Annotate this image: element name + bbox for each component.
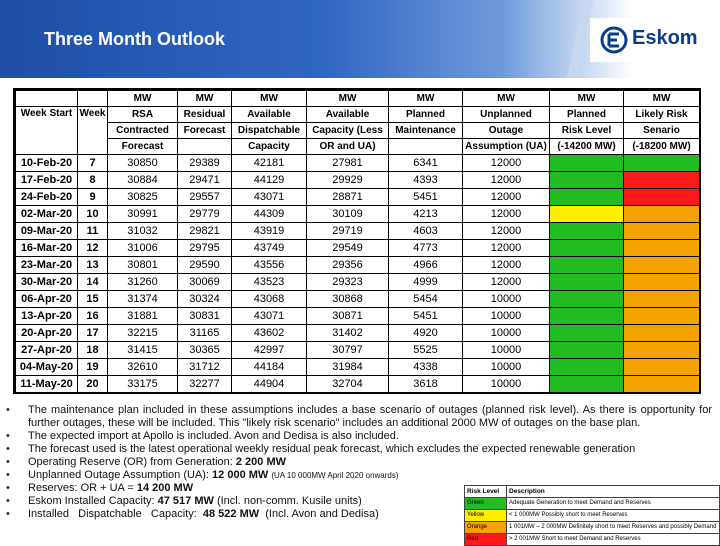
planned-risk-cell [550, 223, 624, 240]
list-item [6, 430, 712, 443]
value-cell: 4393 [389, 172, 463, 189]
value-cell: 29719 [307, 223, 389, 240]
value-cell: 4603 [389, 223, 463, 240]
week-cell: 13 [78, 257, 108, 274]
column-header: Unplanned [463, 107, 550, 123]
planned-risk-cell [550, 189, 624, 206]
value-cell: 12000 [463, 240, 550, 257]
date-cell: 20-Apr-20 [16, 325, 78, 342]
likely-risk-cell [624, 325, 700, 342]
likely-risk-cell [624, 376, 700, 393]
value-cell: 10000 [463, 291, 550, 308]
value-cell: 29549 [307, 240, 389, 257]
value-cell: 31984 [307, 359, 389, 376]
value-cell: 30850 [108, 155, 178, 172]
table-row [16, 223, 700, 240]
value-cell: 32704 [307, 376, 389, 393]
value-cell: 30069 [178, 274, 232, 291]
likely-risk-cell [624, 223, 700, 240]
value-cell: 29323 [307, 274, 389, 291]
week-cell: 15 [78, 291, 108, 308]
likely-risk-cell [624, 189, 700, 206]
week-cell: 8 [78, 172, 108, 189]
table-row [16, 206, 700, 223]
week-cell: 17 [78, 325, 108, 342]
planned-risk-cell [550, 274, 624, 291]
bullet-icon: • [6, 469, 10, 481]
column-header: Senario [624, 123, 700, 139]
date-cell: 17-Feb-20 [16, 172, 78, 189]
value-cell: 32610 [108, 359, 178, 376]
value-cell: 32277 [178, 376, 232, 393]
value-cell: 30365 [178, 342, 232, 359]
column-header: Available [307, 107, 389, 123]
unit-cell [78, 91, 108, 107]
value-cell: 4338 [389, 359, 463, 376]
value-cell: 4966 [389, 257, 463, 274]
value-cell: 43523 [232, 274, 307, 291]
value-cell: 43068 [232, 291, 307, 308]
value-cell: 30871 [307, 308, 389, 325]
column-header: OR and UA) [307, 139, 389, 155]
dispatch-value: 48 522 MW [202, 508, 260, 520]
column-header: Likely Risk [624, 107, 700, 123]
table-row [16, 376, 700, 393]
table-row [16, 308, 700, 325]
column-header: Planned [550, 107, 624, 123]
likely-risk-cell [624, 274, 700, 291]
value-cell: 30825 [108, 189, 178, 206]
likely-risk-cell [624, 172, 700, 189]
installed-note: (Incl. non-comm. Kusile units) [216, 495, 362, 507]
value-cell: 27981 [307, 155, 389, 172]
value-cell: 10000 [463, 376, 550, 393]
date-cell: 27-Apr-20 [16, 342, 78, 359]
planned-risk-cell [550, 240, 624, 257]
column-header: Residual [178, 107, 232, 123]
ua-note: (UA 10 000MW April 2020 onwards) [271, 471, 399, 480]
value-cell: 6341 [389, 155, 463, 172]
ua-value: 12 000 MW [212, 469, 269, 481]
value-cell: 29471 [178, 172, 232, 189]
value-cell: 43071 [232, 308, 307, 325]
table-row [16, 240, 700, 257]
planned-risk-cell [550, 257, 624, 274]
dispatch-note: (Incl. Avon and Dedisa) [265, 508, 379, 520]
week-cell: 14 [78, 274, 108, 291]
planned-risk-cell [550, 376, 624, 393]
table-row [16, 172, 700, 189]
date-cell: 11-May-20 [16, 376, 78, 393]
value-cell: 31165 [178, 325, 232, 342]
planned-risk-cell [550, 359, 624, 376]
likely-risk-cell [624, 155, 700, 172]
header-row [16, 123, 700, 139]
value-cell: 32215 [108, 325, 178, 342]
value-cell: 12000 [463, 172, 550, 189]
bullet-text [28, 469, 712, 482]
eskom-logo-icon [600, 26, 628, 54]
legend-header-cell: Description [507, 486, 720, 498]
value-cell: 29929 [307, 172, 389, 189]
date-cell: 16-Mar-20 [16, 240, 78, 257]
value-cell: 30991 [108, 206, 178, 223]
value-cell: 33175 [108, 376, 178, 393]
value-cell: 43749 [232, 240, 307, 257]
column-header: Maintenance [389, 123, 463, 139]
table-row [16, 257, 700, 274]
value-cell: 30324 [178, 291, 232, 308]
legend-level: Orange [465, 522, 507, 534]
column-header: Week Start [16, 107, 78, 155]
column-header: Forecast [178, 123, 232, 139]
list-item [6, 469, 712, 482]
likely-risk-cell [624, 240, 700, 257]
value-cell: 30868 [307, 291, 389, 308]
unit-cell [16, 91, 78, 107]
column-header: Risk Level [550, 123, 624, 139]
risk-level-legend [464, 485, 720, 546]
value-cell: 10000 [463, 359, 550, 376]
ua-label: Unplanned Outage Assumption (UA): [28, 469, 213, 481]
value-cell: 43071 [232, 189, 307, 206]
header-row [16, 107, 700, 123]
column-header: (-14200 MW) [550, 139, 624, 155]
value-cell: 12000 [463, 223, 550, 240]
value-cell: 5451 [389, 189, 463, 206]
bullet-icon: • [6, 482, 10, 494]
eskom-logo [590, 18, 712, 62]
value-cell: 42181 [232, 155, 307, 172]
table-row [16, 325, 700, 342]
bullet-icon: • [6, 495, 10, 507]
planned-risk-cell [550, 308, 624, 325]
value-cell: 42997 [232, 342, 307, 359]
date-cell: 10-Feb-20 [16, 155, 78, 172]
week-cell: 12 [78, 240, 108, 257]
planned-risk-cell [550, 342, 624, 359]
likely-risk-cell [624, 206, 700, 223]
planned-risk-cell [550, 155, 624, 172]
reserves-label: Reserves: OR + UA = [28, 482, 137, 494]
value-cell: 31712 [178, 359, 232, 376]
date-cell: 04-May-20 [16, 359, 78, 376]
planned-risk-cell [550, 206, 624, 223]
value-cell: 3618 [389, 376, 463, 393]
table-row [16, 359, 700, 376]
column-header: Planned [389, 107, 463, 123]
table-row [16, 274, 700, 291]
bullet-text: The maintenance plan included in these assumptions includes a base scenario of outages (planned risk level). As there is opportunity for further outages, these will be included. This "likely risk scenario" includes an additional 2000 MW of outages on the base plan. [28, 404, 712, 429]
outlook-table-grid [15, 90, 700, 393]
unit-cell: MW [463, 91, 550, 107]
legend-level: Red [465, 534, 507, 546]
installed-value: 47 517 MW [157, 495, 214, 507]
value-cell: 31881 [108, 308, 178, 325]
value-cell: 5451 [389, 308, 463, 325]
unit-cell: MW [307, 91, 389, 107]
column-header: Capacity [232, 139, 307, 155]
bullet-text: The expected import at Apollo is included. Avon and Dedisa is also included. [28, 430, 399, 442]
outlook-table [13, 88, 701, 394]
list-item [6, 404, 712, 430]
slide-header [0, 0, 720, 78]
week-cell: 16 [78, 308, 108, 325]
value-cell: 44129 [232, 172, 307, 189]
header-row [16, 139, 700, 155]
value-cell: 12000 [463, 257, 550, 274]
week-cell: 9 [78, 189, 108, 206]
list-item [6, 456, 712, 469]
column-header: Capacity (Less [307, 123, 389, 139]
value-cell: 31374 [108, 291, 178, 308]
legend-level: Yellow [465, 510, 507, 522]
date-cell: 24-Feb-20 [16, 189, 78, 206]
legend-description: > 2 001MW Short to meet Demand and Reserves [507, 534, 720, 546]
value-cell: 30797 [307, 342, 389, 359]
legend-description: 1 001MW – 2 000MW Definitely short to meet Reserves and possibly Demand [507, 522, 720, 534]
legend-header [465, 486, 720, 498]
or-label: Operating Reserve (OR) from Generation: [28, 456, 236, 468]
value-cell: 31032 [108, 223, 178, 240]
value-cell: 10000 [463, 308, 550, 325]
date-cell: 06-Apr-20 [16, 291, 78, 308]
date-cell: 13-Apr-20 [16, 308, 78, 325]
unit-cell: MW [550, 91, 624, 107]
legend-row [465, 522, 720, 534]
week-cell: 18 [78, 342, 108, 359]
value-cell: 4920 [389, 325, 463, 342]
week-cell: 19 [78, 359, 108, 376]
legend-row [465, 510, 720, 522]
column-header: Assumption (UA) [463, 139, 550, 155]
value-cell: 30109 [307, 206, 389, 223]
logo-text: Eskom [632, 27, 698, 49]
value-cell: 28871 [307, 189, 389, 206]
date-cell: 02-Mar-20 [16, 206, 78, 223]
value-cell: 4213 [389, 206, 463, 223]
value-cell: 29356 [307, 257, 389, 274]
value-cell: 31006 [108, 240, 178, 257]
value-cell: 31402 [307, 325, 389, 342]
page-title: Three Month Outlook [44, 29, 225, 49]
legend-header-cell: Risk Level [465, 486, 507, 498]
list-item [6, 443, 712, 456]
value-cell: 12000 [463, 189, 550, 206]
bullet-icon: • [6, 508, 10, 520]
date-cell: 23-Mar-20 [16, 257, 78, 274]
value-cell: 4999 [389, 274, 463, 291]
column-header: Contracted [108, 123, 178, 139]
value-cell: 30801 [108, 257, 178, 274]
column-header [178, 139, 232, 155]
bullet-icon: • [6, 456, 10, 468]
value-cell: 29779 [178, 206, 232, 223]
value-cell: 30884 [108, 172, 178, 189]
value-cell: 29389 [178, 155, 232, 172]
bullet-icon: • [6, 404, 10, 416]
value-cell: 44904 [232, 376, 307, 393]
week-cell: 7 [78, 155, 108, 172]
value-cell: 43919 [232, 223, 307, 240]
column-header: Available [232, 107, 307, 123]
value-cell: 29821 [178, 223, 232, 240]
planned-risk-cell [550, 325, 624, 342]
table-row [16, 155, 700, 172]
planned-risk-cell [550, 291, 624, 308]
column-header: Outage [463, 123, 550, 139]
value-cell: 43556 [232, 257, 307, 274]
unit-cell: MW [108, 91, 178, 107]
bullet-text: The forecast used is the latest operational weekly residual peak forecast, which excludes the expected renewable generation [28, 443, 636, 455]
week-cell: 11 [78, 223, 108, 240]
value-cell: 5525 [389, 342, 463, 359]
value-cell: 31415 [108, 342, 178, 359]
value-cell: 12000 [463, 274, 550, 291]
column-header [389, 139, 463, 155]
week-cell: 10 [78, 206, 108, 223]
bullet-icon: • [6, 443, 10, 455]
bullet-icon: • [6, 430, 10, 442]
column-header: (-18200 MW) [624, 139, 700, 155]
value-cell: 29557 [178, 189, 232, 206]
dispatch-label: Installed Dispatchable Capacity: [28, 508, 203, 520]
legend-description: < 1 000MW Possibly short to meet Reserves [507, 510, 720, 522]
planned-risk-cell [550, 172, 624, 189]
value-cell: 5454 [389, 291, 463, 308]
bullet-text [28, 456, 712, 469]
table-row [16, 189, 700, 206]
value-cell: 29590 [178, 257, 232, 274]
likely-risk-cell [624, 308, 700, 325]
or-value: 2 200 MW [235, 456, 286, 468]
legend-row [465, 498, 720, 510]
unit-cell: MW [232, 91, 307, 107]
value-cell: 29795 [178, 240, 232, 257]
week-cell: 20 [78, 376, 108, 393]
value-cell: 10000 [463, 325, 550, 342]
table-row [16, 342, 700, 359]
value-cell: 31260 [108, 274, 178, 291]
unit-cell: MW [389, 91, 463, 107]
likely-risk-cell [624, 359, 700, 376]
likely-risk-cell [624, 257, 700, 274]
date-cell: 30-Mar-20 [16, 274, 78, 291]
legend-level: Green [465, 498, 507, 510]
likely-risk-cell [624, 342, 700, 359]
column-header: Forecast [108, 139, 178, 155]
date-cell: 09-Mar-20 [16, 223, 78, 240]
value-cell: 30831 [178, 308, 232, 325]
value-cell: 4773 [389, 240, 463, 257]
unit-cell: MW [624, 91, 700, 107]
value-cell: 44309 [232, 206, 307, 223]
column-header: RSA [108, 107, 178, 123]
units-row [16, 91, 700, 107]
installed-label: Eskom Installed Capacity: [28, 495, 158, 507]
column-header: Week [78, 107, 108, 155]
value-cell: 43602 [232, 325, 307, 342]
value-cell: 44184 [232, 359, 307, 376]
unit-cell: MW [178, 91, 232, 107]
likely-risk-cell [624, 291, 700, 308]
table-row [16, 291, 700, 308]
column-header: Dispatchable [232, 123, 307, 139]
value-cell: 10000 [463, 342, 550, 359]
value-cell: 12000 [463, 206, 550, 223]
value-cell: 12000 [463, 155, 550, 172]
reserves-value: 14 200 MW [136, 482, 194, 494]
legend-description: Adequate Generation to meet Demand and Reserves [507, 498, 720, 510]
